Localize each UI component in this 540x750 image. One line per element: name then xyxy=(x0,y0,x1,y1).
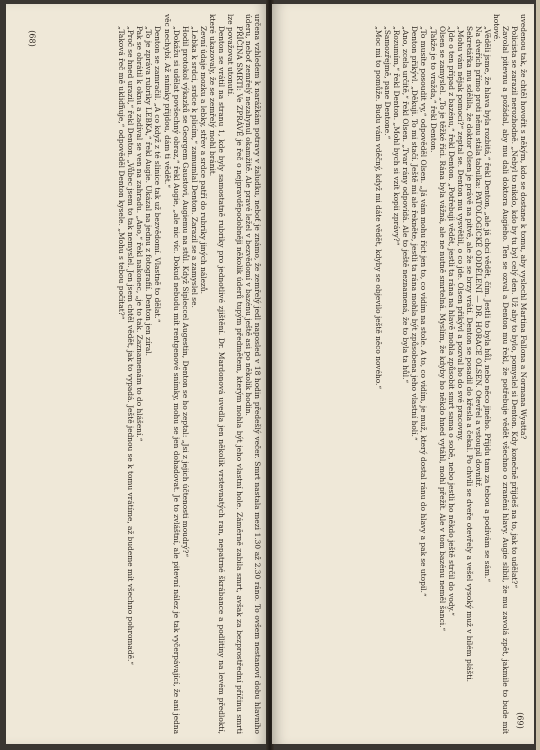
paragraph: „Proč se hned urazil,“ řekl Denton. „Vůbec jsem to tak nemyslel. Jen jsem chtěl vědět, jak to vypadá. Ještě jednou se k tomu vrátíme, až budeme mít všechno pohromadě.“ xyxy=(126,26,136,666)
paragraph: „Dokážu si udělat povšechný obraz,“ řekl Augie, „ale nic víc. Dokud nebudu mít rentgenové snímky, mohu se jen dohadovat. Je to zvláštní, ale pitevní nález je tak vyčerpávající, že ani jedna věc nechybí. Až snímky přijdou, dám ti vědět.“ xyxy=(162,14,181,734)
paragraph: Olsen se zamyslel. „To je těžké říci. Rána byla vážná, ale ne nutně smrtelná. Myslím, že kdyby ho někdo hned vytáhl, mohl přežít. Ale v tom bazénu neměl šanci.“ xyxy=(437,26,447,632)
page-edge xyxy=(536,0,540,750)
paragraph: „Ano, zcela určitě,“ řekl Olsen. „Tvar rány odpovídá. Ale to ještě neznamená, že to byla ta hůl.“ xyxy=(401,26,411,384)
paragraph: „Taková řeč mě ukliďňuje,“ odpověděl Denton kysele. „Mohu s tebou počítat?“ xyxy=(117,26,127,320)
paragraph: Zevní údaje mozku a lebky, střev a srdce patří do rubriky jiných nálezů. xyxy=(198,26,208,295)
paragraph: „Samozřejmě, pane Dentone.“ xyxy=(383,26,393,140)
paragraph: Na dveřích přímo proti němu stála tabulka: PATOLOGICKÉ ODDĚLENÍ — DR. HORACE OLSEN. Otevřel a vstoupil dovnitř. xyxy=(473,26,483,488)
left-page-text xyxy=(12,14,262,734)
paragraph: Denton se vrátil na stranu 1, kde byly samostatně rubriky pro jednotlivé zjištění. Dr. Mardonová uvedla jen několik vrstevnatých ran, nepatrné škrábance a podlitiny na levém předloktí, které ukazovaly, že se zemřelý mohl bránit. xyxy=(207,14,226,734)
paragraph: Policista se zarazil nerozhodně. „Nebyl to nikdo, kdo by tu byl celý den. Už aby to bylo, pomyslel si Denton. Kdy konečně přijdeš na to, jak to udělat?“ xyxy=(509,26,519,589)
paragraph: „Rozumím,“ řekl Denton. „Mohl bych si vzít kopii zprávy?“ xyxy=(392,26,402,246)
paragraph: „Věděli jsme, že hlava byla rozbitá,“ řekl Denton, „ale já chci vědět, čím. Jestli to byla hůl, nebo něco jiného. Přijdu tam za tebou a podívám se sám.“ xyxy=(482,26,492,583)
paragraph: Hodil protokol výkazků se Georgem Gaustovi, Augiemu na stůl. Když Sipleccel Augestin, Denton se ho zeptal: „Jsi z jejich účtenosti moudrý?“ xyxy=(180,26,190,558)
paragraph: určena vzhledem k narážkám potravy v žaludku, neboť je známo, že zemřelý jedl naposled v 18 hodin předešlý večer. Smrt nastala mezi 1.30 až 2.30 ráno. To ovšem nestanoví dobu hlavního úderu, neboť zemřelý nezahynul okamžitě. Ale pravé ležel v bezvědomí v bazénu ještě asi po několik hodin. xyxy=(243,14,262,734)
paragraph: Sekretářka mu sdělila, že doktor Olsen je právě na pitvě, ale že se brzy vrátí. Denton se posadil do křesla a čekal. Po chvíli se dveře otevřely a vešel vysoký muž v bílém plášti. xyxy=(464,26,474,682)
left-page-number: (68) xyxy=(27,30,37,47)
paragraph: „To je zpráva rubriky LEBKA,“ řekl Augie. Ukázal na jednu z fotografií. Denton jen zíral. xyxy=(144,26,154,356)
paragraph: „Mohu vám nějak pomoci?“ zeptal se. Denton mu vysvětlil, o co jde. Olsen přikývl a pozval ho do své pracovny. xyxy=(455,26,465,441)
paragraph: „Jde o ten případ z bazénu,“ řekl Denton. „Potřebuji vědět, jestli ta rána na hlavě mohla způsobit smrt sama o sobě, nebo jestli ho někdo ještě strčil do vody.“ xyxy=(446,26,456,616)
right-page-text xyxy=(278,14,528,734)
paragraph: Denton přikývl. „Děkuji. To mi stačí. Ještě mi ale řekněte, jestli ta rána mohla být způsobena jeho vlastní holí.“ xyxy=(410,26,420,441)
left-page xyxy=(6,4,268,744)
paragraph: Zavolal pitevnu a požádal, aby mu dali doktora Augieho. Ten se ozval a Denton mu řekl, že potřebuje vědět všechno o zranění hlavy. Augie slíbil, že mu zavolá zpět, jakmile to bude mít hotové. xyxy=(491,14,510,734)
right-page xyxy=(272,4,534,744)
paragraph: Denton se zamračil. „A co když z té slinice tak už bezvědomí. Vlastně to dělat.“ xyxy=(153,26,163,323)
paragraph: Pak se obrátil k oknu a zadíval se ven na zahradu. „Ano,“ řekl nakonec, „je to tak. Zaznamenám to do hlášení.“ xyxy=(135,26,145,442)
paragraph: „To musíte posoudit vy,“ odpověděl Olsen. „Já vám mohu říct jen to, co vidím na stole. A to, co vidím, je muž, který dostal ránu do hlavy a pak se utopil.“ xyxy=(419,26,429,597)
right-page-number: (69) xyxy=(515,712,525,729)
paragraph: uvedenou tak, že chtěl hovořit s někým, kdo se dostane k tomu, aby vyslechl Martina Fallona a Normana Wyatta? xyxy=(519,14,528,440)
paragraph: „Moc mi to pomůže. Budu vám vděčný, když mi dáte vědět, kdyby se objevilo ještě něco nového.“ xyxy=(374,26,384,390)
paragraph: PŘÍČINA SMRTI: Ve ZPRÁVĚ je řeč o nejpravděpodobněji několik úderů tupým předmětem, kterým mohla být jeho vlastní hole. Záměrně zabila smrt, avšak za bezprostřední příčinu smrti lze považovat utonutí. xyxy=(225,14,244,734)
paragraph: „Takže je to vražda,“ řekl Denton. xyxy=(428,26,438,153)
paragraph: „Lebka k srdci, srdce k plicím,“ zamumlal Denton. Zarazil se a zamyslel se. xyxy=(189,26,199,308)
